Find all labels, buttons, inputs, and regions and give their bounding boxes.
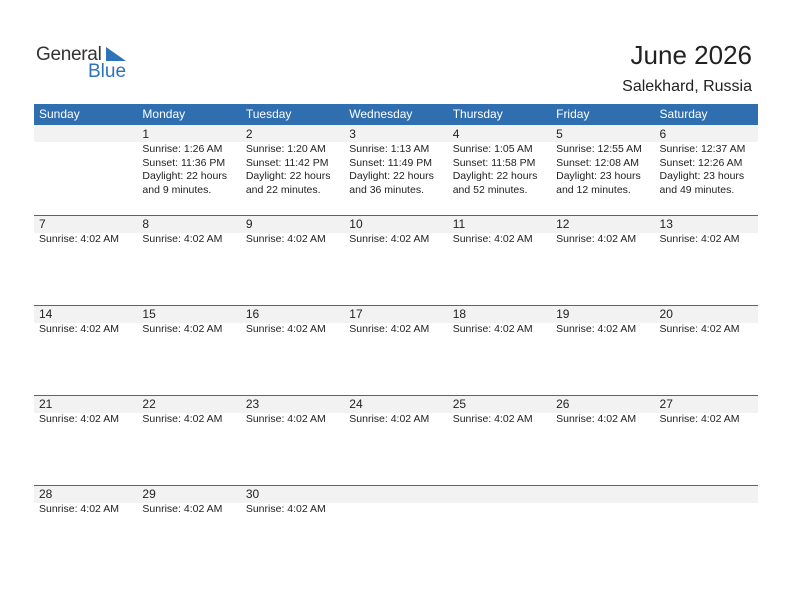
- day-cell: [655, 485, 758, 517]
- day-info: [39, 233, 137, 247]
- week-row: [34, 215, 758, 305]
- day-info-line: Sunset: 11:42 PM: [245, 156, 329, 169]
- day-info: [142, 503, 240, 517]
- day-info-line: and 52 minutes.: [452, 183, 528, 196]
- day-info-line: Sunrise: 4:02 AM: [142, 233, 223, 245]
- day-info-line: Sunrise: 4:02 AM: [556, 413, 637, 425]
- page-title: June 2026: [630, 40, 752, 70]
- day-cell: [448, 395, 551, 427]
- day-info-line: Sunrise: 12:55 AM: [556, 143, 642, 155]
- day-number: [660, 485, 758, 502]
- day-cell: [448, 125, 551, 197]
- day-info: [39, 323, 137, 337]
- day-number: 13: [659, 217, 673, 231]
- day-number: [453, 485, 551, 502]
- day-info-line: Sunrise: 1:20 AM: [245, 143, 326, 155]
- day-info-line: Sunrise: 1:13 AM: [349, 143, 430, 155]
- day-number: [556, 485, 654, 502]
- day-number: 8: [142, 217, 150, 231]
- day-info-line: Sunrise: 4:02 AM: [659, 413, 740, 425]
- day-cell: [137, 305, 240, 337]
- logo-triangle-icon: [106, 47, 126, 61]
- day-cell: [241, 485, 344, 517]
- day-cell: [241, 215, 344, 247]
- day-cell: [34, 215, 137, 247]
- day-info: [556, 413, 654, 427]
- day-info-line: Daylight: 22 hours: [349, 170, 434, 182]
- day-info-line: Daylight: 22 hours: [142, 170, 228, 182]
- day-cell: [241, 125, 344, 197]
- calendar-grid: [34, 104, 758, 575]
- day-info-line: Daylight: 22 hours: [452, 170, 538, 182]
- day-cell: [655, 395, 758, 427]
- day-cell: [344, 215, 447, 247]
- day-cell: [448, 215, 551, 247]
- day-cell: [448, 485, 551, 517]
- day-cell: [34, 125, 137, 197]
- day-info-line: Sunrise: 4:02 AM: [39, 413, 119, 425]
- day-info-line: and 49 minutes.: [659, 183, 735, 196]
- day-info-line: Sunrise: 4:02 AM: [659, 233, 740, 245]
- day-number: 23: [245, 397, 260, 411]
- day-info-line: Sunset: 11:36 PM: [142, 156, 226, 169]
- day-info-line: Sunrise: 4:02 AM: [245, 323, 326, 335]
- day-info: [660, 413, 758, 427]
- day-number: 10: [349, 217, 363, 231]
- day-info-line: Daylight: 22 hours: [245, 170, 331, 182]
- day-number: 19: [556, 307, 570, 321]
- day-number: 14: [39, 307, 53, 321]
- day-info: [246, 503, 344, 517]
- day-number: 28: [39, 487, 53, 501]
- day-cell: [551, 485, 654, 517]
- day-info-line: and 12 minutes.: [556, 183, 631, 196]
- day-cell: [137, 125, 240, 197]
- day-info-line: Sunrise: 4:02 AM: [349, 323, 430, 335]
- day-info-line: Daylight: 23 hours: [556, 170, 641, 182]
- week-cells: [34, 215, 758, 247]
- weekday-header: Wednesday: [349, 107, 413, 121]
- week-row: [34, 125, 758, 215]
- week-row: [34, 395, 758, 485]
- day-info-line: Sunrise: 4:02 AM: [245, 503, 326, 515]
- day-number: 30: [245, 487, 260, 501]
- day-cell: [137, 485, 240, 517]
- day-number: 17: [349, 307, 363, 321]
- day-info: [556, 323, 654, 337]
- day-cell: [551, 215, 654, 247]
- day-info: [142, 143, 240, 197]
- weekday-header-row: [34, 104, 758, 125]
- day-cell: [344, 395, 447, 427]
- day-info-line: Sunrise: 1:05 AM: [452, 143, 533, 155]
- day-info: [142, 323, 240, 337]
- day-cell: [344, 485, 447, 517]
- day-number: 20: [659, 307, 673, 321]
- day-number: 3: [349, 127, 356, 141]
- day-cell: [137, 215, 240, 247]
- day-cell: [655, 215, 758, 247]
- day-info: [453, 413, 551, 427]
- day-info: [349, 143, 447, 197]
- day-info-line: Sunrise: 4:02 AM: [142, 413, 223, 425]
- day-number: 2: [245, 127, 253, 141]
- day-cell: [34, 395, 137, 427]
- weekday-header: Tuesday: [245, 107, 292, 121]
- day-info: [453, 323, 551, 337]
- day-info-line: Sunrise: 4:02 AM: [245, 233, 326, 245]
- day-cell: [655, 305, 758, 337]
- day-info-line: Sunset: 12:26 AM: [659, 156, 743, 169]
- weekday-header: Monday: [142, 107, 186, 121]
- day-cell: [551, 125, 654, 197]
- day-info: [556, 233, 654, 247]
- location-label: Salekhard, Russia: [622, 78, 752, 95]
- day-info-line: Sunrise: 4:02 AM: [659, 323, 740, 335]
- logo-text-general: General: [36, 44, 102, 65]
- weekday-header: Saturday: [659, 107, 708, 121]
- day-info: [349, 413, 447, 427]
- day-cell: [551, 395, 654, 427]
- day-cell: [241, 395, 344, 427]
- day-info-line: Sunrise: 4:02 AM: [452, 233, 533, 245]
- weekday-header: Sunday: [39, 107, 80, 121]
- week-cells: [34, 395, 758, 427]
- day-number: 27: [659, 397, 673, 411]
- day-number: 22: [142, 397, 156, 411]
- day-info: [660, 143, 758, 197]
- day-cell: [137, 395, 240, 427]
- day-info-line: Sunrise: 4:02 AM: [349, 233, 430, 245]
- day-number: [39, 125, 137, 142]
- day-number: 16: [245, 307, 260, 321]
- day-info-line: Sunrise: 1:26 AM: [142, 143, 223, 155]
- day-info: [39, 503, 137, 517]
- day-info: [556, 143, 654, 197]
- day-info: [246, 233, 344, 247]
- day-number: 9: [245, 217, 253, 231]
- week-row: [34, 305, 758, 395]
- day-info-line: Daylight: 23 hours: [659, 170, 745, 182]
- day-info-line: Sunrise: 4:02 AM: [556, 323, 637, 335]
- day-info-line: Sunrise: 12:37 AM: [659, 143, 746, 155]
- day-info-line: and 36 minutes.: [349, 183, 424, 196]
- day-info-line: Sunrise: 4:02 AM: [452, 413, 533, 425]
- day-info-line: Sunset: 11:49 PM: [349, 156, 432, 169]
- day-info: [246, 413, 344, 427]
- day-info-line: Sunrise: 4:02 AM: [452, 323, 533, 335]
- day-info: [39, 413, 137, 427]
- day-number: 6: [659, 127, 667, 141]
- day-number: 1: [142, 127, 150, 141]
- day-cell: [34, 305, 137, 337]
- day-number: 12: [556, 217, 570, 231]
- day-cell: [241, 305, 344, 337]
- day-number: 4: [452, 127, 460, 141]
- day-number: [349, 485, 447, 502]
- day-number: 29: [142, 487, 156, 501]
- day-info-line: Sunrise: 4:02 AM: [142, 323, 223, 335]
- day-info: [349, 233, 447, 247]
- logo-text-blue: Blue: [88, 61, 127, 82]
- day-number: 7: [39, 217, 46, 231]
- day-cell: [344, 305, 447, 337]
- day-info: [246, 323, 344, 337]
- day-number: 11: [452, 217, 466, 231]
- day-info: [660, 323, 758, 337]
- day-info-line: Sunset: 12:08 AM: [556, 156, 639, 169]
- day-info-line: Sunrise: 4:02 AM: [556, 233, 637, 245]
- week-cells: [34, 305, 758, 337]
- day-number: 21: [39, 397, 53, 411]
- day-number: 15: [142, 307, 156, 321]
- day-info: [660, 233, 758, 247]
- day-number: 18: [452, 307, 467, 321]
- day-cell: [655, 125, 758, 197]
- brand-logo: [36, 44, 136, 80]
- day-info-line: Sunrise: 4:02 AM: [39, 503, 119, 515]
- day-info-line: and 22 minutes.: [245, 183, 321, 196]
- day-cell: [448, 305, 551, 337]
- day-info-line: Sunrise: 4:02 AM: [142, 503, 223, 515]
- week-cells: [34, 125, 758, 197]
- day-info-line: Sunrise: 4:02 AM: [39, 233, 119, 245]
- week-cells: [34, 485, 758, 517]
- day-cell: [34, 485, 137, 517]
- day-cell: [344, 125, 447, 197]
- weeks-container: [34, 125, 758, 575]
- day-info-line: Sunrise: 4:02 AM: [39, 323, 119, 335]
- day-info: [453, 233, 551, 247]
- day-cell: [551, 305, 654, 337]
- week-row: [34, 485, 758, 575]
- day-info: [142, 233, 240, 247]
- day-info: [349, 323, 447, 337]
- day-info-line: Sunrise: 4:02 AM: [245, 413, 326, 425]
- day-info: [453, 143, 551, 197]
- weekday-header: Friday: [556, 107, 590, 121]
- day-info-line: Sunrise: 4:02 AM: [349, 413, 430, 425]
- day-info-line: Sunset: 11:58 PM: [452, 156, 536, 169]
- day-number: 5: [556, 127, 563, 141]
- day-number: 26: [556, 397, 570, 411]
- weekday-header: Thursday: [452, 107, 503, 121]
- day-number: 24: [349, 397, 363, 411]
- day-info: [142, 413, 240, 427]
- day-info: [246, 143, 344, 197]
- day-info-line: and 9 minutes.: [142, 183, 212, 196]
- day-number: 25: [452, 397, 467, 411]
